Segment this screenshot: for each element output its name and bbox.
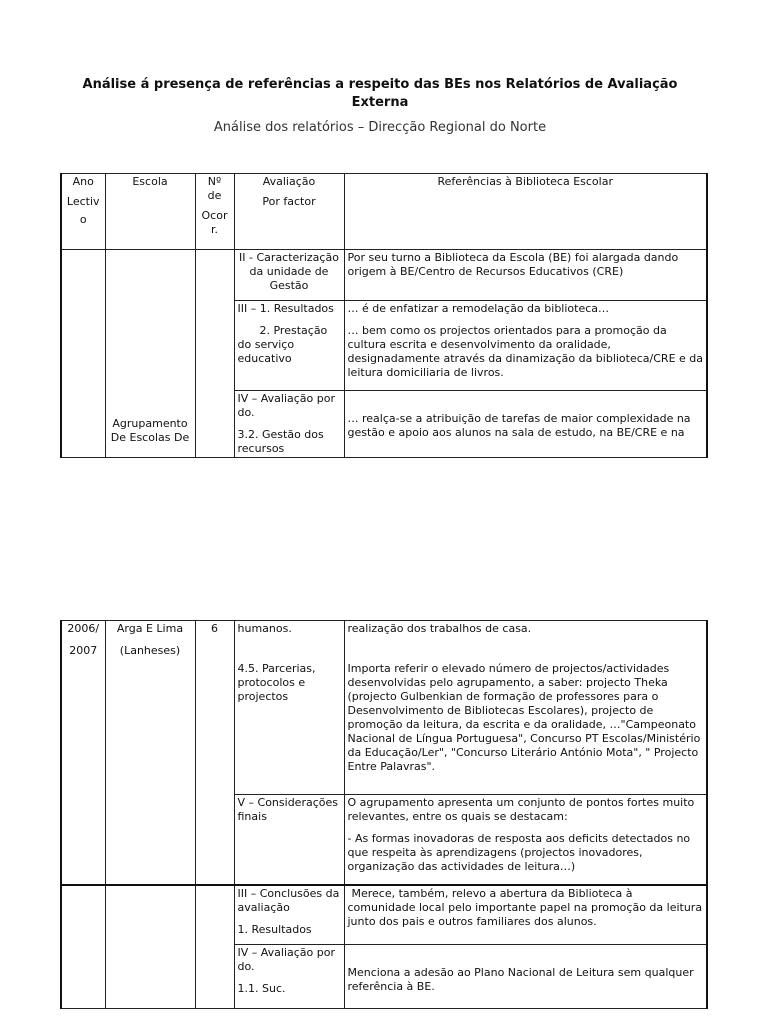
header-escola: Escola bbox=[105, 174, 195, 250]
cell-ocorrencias bbox=[195, 250, 234, 458]
header-n-ocorrencias: Nº de Ocor r. bbox=[195, 174, 234, 250]
cell-escola: Arga E Lima (Lanheses) bbox=[105, 621, 195, 885]
cell-ano-lectivo bbox=[61, 250, 105, 458]
cell-reference: Por seu turno a Biblioteca da Escola (BE) foi alargada dando origem à BE/Centro de Recursos Educativos (CRE) bbox=[344, 250, 707, 301]
table-row bbox=[61, 250, 707, 301]
cell-factor: humanos. 4.5. Parcerias, protocolos e projectos bbox=[234, 621, 344, 795]
document-title: Análise á presença de referências a respeito das BEs nos Relatórios de Avaliação Externa bbox=[82, 77, 678, 110]
cell-reference: … realça-se a atribuição de tarefas de maior complexidade na gestão e apoio aos alunos na sala de estudo, na BE/CRE e na bbox=[344, 391, 707, 458]
cell-ocorrencias: 6 bbox=[195, 621, 234, 885]
cell-reference: Menciona a adesão ao Plano Nacional de Leitura sem qualquer referência à BE. bbox=[344, 945, 707, 1009]
cell-escola: Agrupamento De Escolas De bbox=[105, 250, 195, 458]
cell-escola bbox=[105, 885, 195, 1009]
cell-factor: III – Conclusões da avaliação 1. Resultados bbox=[234, 885, 344, 945]
cell-reference: O agrupamento apresenta um conjunto de pontos fortes muito relevantes, entre os quais se destacam: - As formas inovadoras de resposta aos deficits detectados no que respeita às aprendizagens (projectos inovadores, organização das actividades de leitura…) bbox=[344, 795, 707, 885]
cell-factor: IV – Avaliação por do. 3.2. Gestão dos recursos bbox=[234, 391, 344, 458]
cell-ocorrencias bbox=[195, 885, 234, 1009]
cell-ano-lectivo: 2006/ 2007 bbox=[61, 621, 105, 885]
evaluation-table-page-1 bbox=[60, 173, 708, 458]
cell-factor: II - Caracterização da unidade de Gestão bbox=[234, 250, 344, 301]
cell-factor: III – 1. Resultados 2. Prestação do serviço educativo bbox=[234, 301, 344, 391]
header-ano-lectivo: Ano Lectiv o bbox=[61, 174, 105, 250]
evaluation-table-page-2 bbox=[60, 620, 708, 1009]
cell-reference: … é de enfatizar a remodelação da biblioteca… … bem como os projectos orientados para a promoção da cultura escrita e desenvolvimento da oralidade, designadamente através da dinamização da biblioteca/CRE e da leitura domiciliaria de livros. bbox=[344, 301, 707, 391]
cell-reference: realização dos trabalhos de casa. Importa referir o elevado número de projectos/actividades desenvolvidas pelo agrupamento, a saber: projecto Theka (projecto Gulbenkian de formação de professores para o Desenvolvimento de Bibliotecas Escolares), projecto de promoção da leitura, da escrita e da oralidade, …"Campeonato Nacional de Língua Portuguesa", Concurso PT Escolas/Ministério da Educação/Ler", "Concurso Literário António Mota", " Projecto Entre Palavras". bbox=[344, 621, 707, 795]
table-header-row bbox=[61, 174, 707, 250]
header-avaliacao: Avaliação Por factor bbox=[234, 174, 344, 250]
cell-factor: IV – Avaliação por do. 1.1. Suc. bbox=[234, 945, 344, 1009]
table-row bbox=[61, 621, 707, 795]
cell-factor: V – Considerações finais bbox=[234, 795, 344, 885]
table-row bbox=[61, 885, 707, 945]
cell-reference: Merece, também, relevo a abertura da Biblioteca à comunidade local pelo importante papel na promoção da leitura junto dos pais e outros familiares dos alunos. bbox=[344, 885, 707, 945]
header-referencias: Referências à Biblioteca Escolar bbox=[344, 174, 707, 250]
document-subtitle: Análise dos relatórios – Direcção Regional do Norte bbox=[213, 120, 547, 135]
cell-ano-lectivo bbox=[61, 885, 105, 1009]
